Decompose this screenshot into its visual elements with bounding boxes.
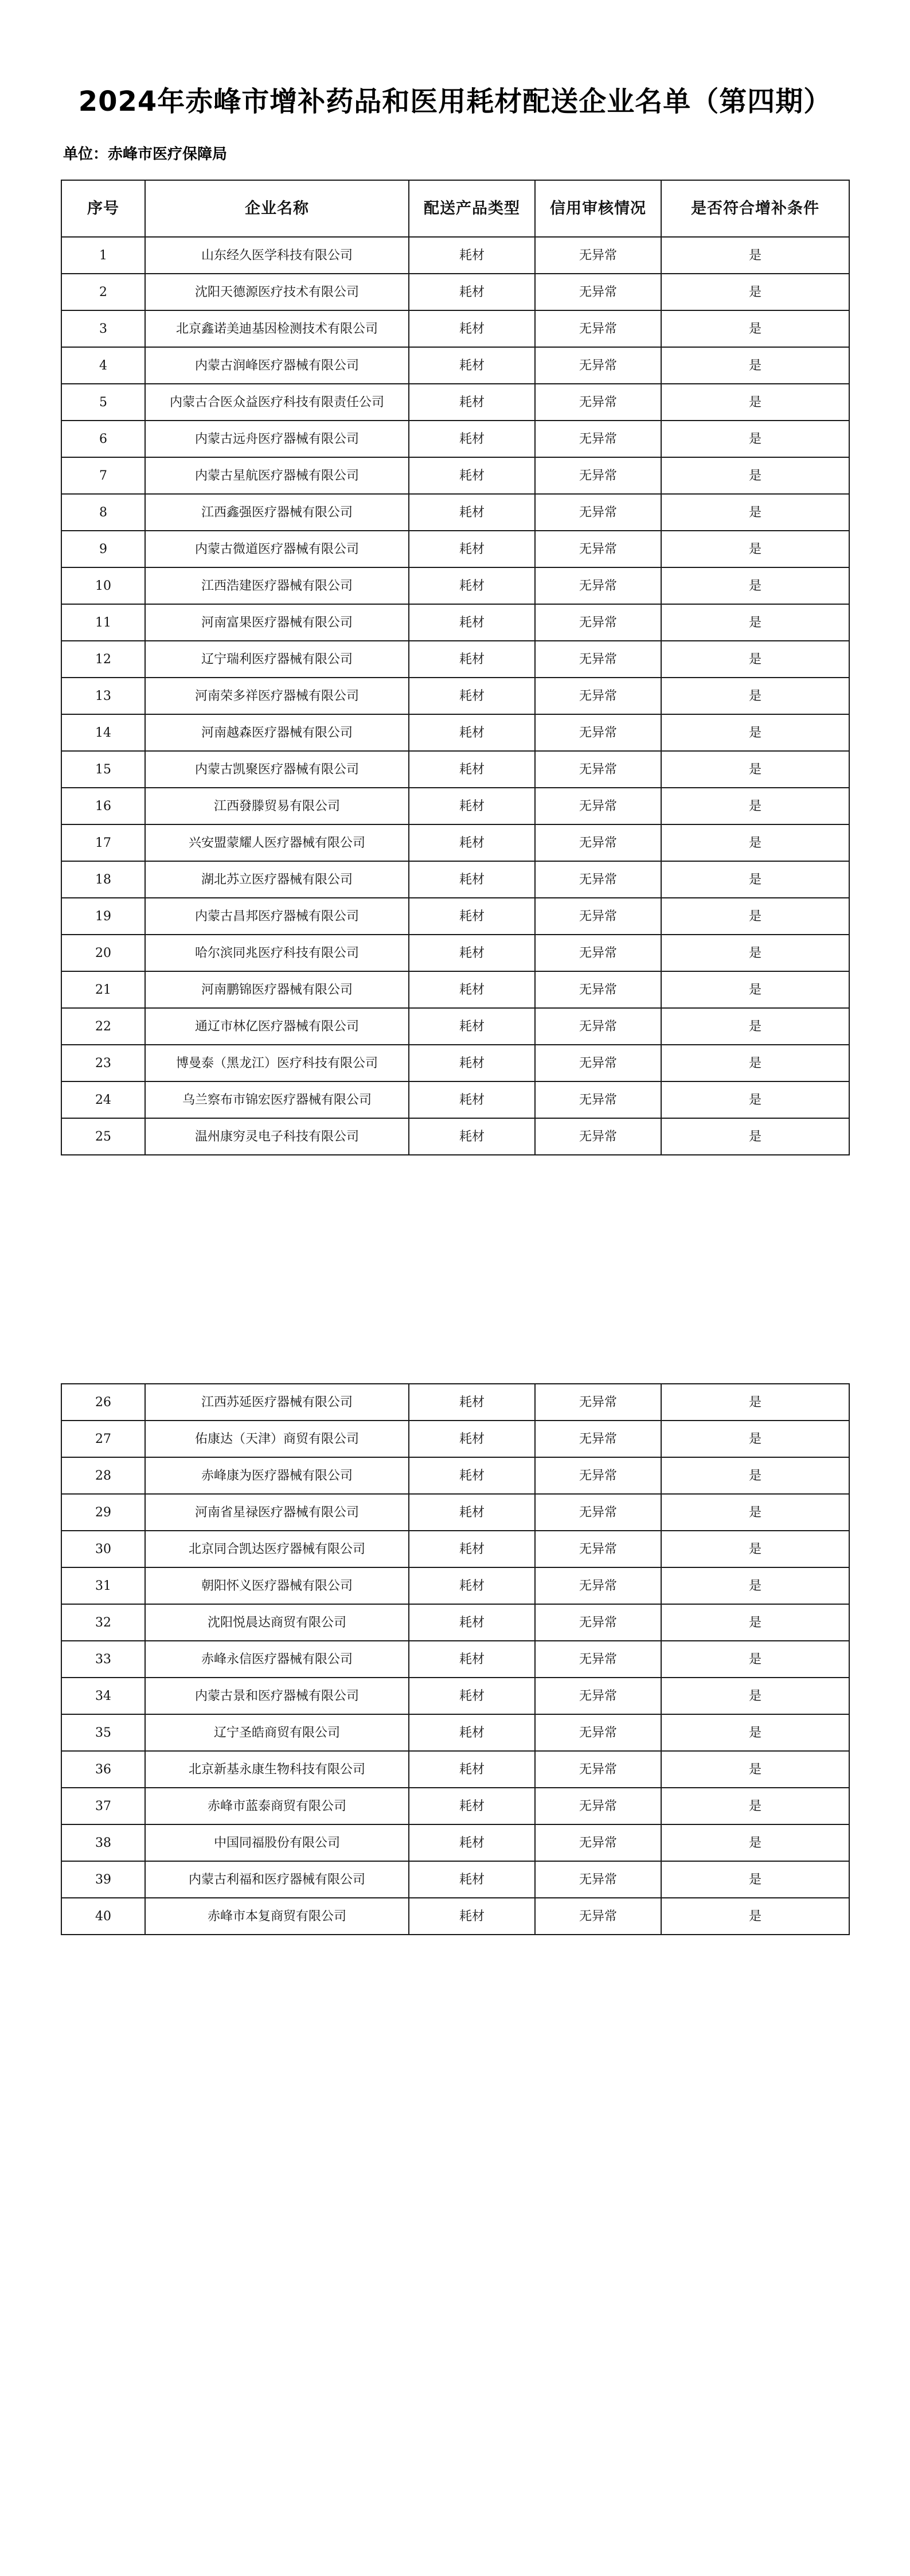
cell-product-type: 耗材 [409, 310, 535, 347]
cell-number: 21 [61, 971, 145, 1008]
cell-number: 5 [61, 384, 145, 421]
cell-eligibility: 是 [661, 1118, 849, 1155]
cell-eligibility: 是 [661, 678, 849, 714]
cell-company-name: 河南富果医疗器械有限公司 [145, 604, 409, 641]
cell-credit-review: 无异常 [535, 1008, 661, 1045]
cell-product-type: 耗材 [409, 1641, 535, 1678]
cell-product-type: 耗材 [409, 1567, 535, 1604]
cell-company-name: 佑康达（天津）商贸有限公司 [145, 1421, 409, 1457]
cell-credit-review: 无异常 [535, 1678, 661, 1714]
cell-product-type: 耗材 [409, 935, 535, 971]
cell-company-name: 江西鑫强医疗器械有限公司 [145, 494, 409, 531]
cell-company-name: 哈尔滨同兆医疗科技有限公司 [145, 935, 409, 971]
cell-company-name: 河南省星禄医疗器械有限公司 [145, 1494, 409, 1531]
cell-product-type: 耗材 [409, 457, 535, 494]
cell-product-type: 耗材 [409, 1604, 535, 1641]
cell-company-name: 赤峰永信医疗器械有限公司 [145, 1641, 409, 1678]
table-row [61, 604, 849, 641]
cell-eligibility: 是 [661, 1751, 849, 1788]
cell-credit-review: 无异常 [535, 935, 661, 971]
cell-company-name: 江西發滕贸易有限公司 [145, 788, 409, 824]
cell-eligibility: 是 [661, 1641, 849, 1678]
cell-number: 27 [61, 1421, 145, 1457]
cell-product-type: 耗材 [409, 1788, 535, 1824]
cell-product-type: 耗材 [409, 1494, 535, 1531]
cell-number: 11 [61, 604, 145, 641]
cell-credit-review: 无异常 [535, 1045, 661, 1081]
cell-number: 26 [61, 1384, 145, 1421]
table-row [61, 861, 849, 898]
cell-company-name: 朝阳怀义医疗器械有限公司 [145, 1567, 409, 1604]
cell-number: 6 [61, 421, 145, 457]
cell-company-name: 温州康穷灵电子科技有限公司 [145, 1118, 409, 1155]
cell-eligibility: 是 [661, 531, 849, 567]
cell-product-type: 耗材 [409, 1714, 535, 1751]
cell-credit-review: 无异常 [535, 1751, 661, 1788]
cell-number: 8 [61, 494, 145, 531]
column-header-eligibility: 是否符合增补条件 [661, 180, 849, 237]
cell-eligibility: 是 [661, 788, 849, 824]
table-row [61, 788, 849, 824]
table-row [61, 1714, 849, 1751]
column-header-company-name: 企业名称 [145, 180, 409, 237]
cell-product-type: 耗材 [409, 567, 535, 604]
cell-credit-review: 无异常 [535, 421, 661, 457]
cell-product-type: 耗材 [409, 1898, 535, 1935]
cell-product-type: 耗材 [409, 347, 535, 384]
cell-company-name: 内蒙古凯聚医疗器械有限公司 [145, 751, 409, 788]
cell-number: 31 [61, 1567, 145, 1604]
cell-eligibility: 是 [661, 1494, 849, 1531]
cell-product-type: 耗材 [409, 861, 535, 898]
cell-number: 9 [61, 531, 145, 567]
cell-eligibility: 是 [661, 274, 849, 310]
table-row [61, 1081, 849, 1118]
cell-eligibility: 是 [661, 751, 849, 788]
cell-credit-review: 无异常 [535, 1421, 661, 1457]
table-row [61, 971, 849, 1008]
table-row [61, 1678, 849, 1714]
cell-eligibility: 是 [661, 1567, 849, 1604]
cell-company-name: 辽宁瑞利医疗器械有限公司 [145, 641, 409, 678]
cell-credit-review: 无异常 [535, 1898, 661, 1935]
cell-product-type: 耗材 [409, 1008, 535, 1045]
cell-eligibility: 是 [661, 237, 849, 274]
cell-product-type: 耗材 [409, 531, 535, 567]
table-row [61, 1421, 849, 1457]
cell-credit-review: 无异常 [535, 567, 661, 604]
cell-product-type: 耗材 [409, 1824, 535, 1861]
cell-company-name: 北京同合凯达医疗器械有限公司 [145, 1531, 409, 1567]
cell-company-name: 辽宁圣皓商贸有限公司 [145, 1714, 409, 1751]
cell-eligibility: 是 [661, 824, 849, 861]
cell-number: 34 [61, 1678, 145, 1714]
cell-company-name: 中国同福股份有限公司 [145, 1824, 409, 1861]
table-row [61, 1457, 849, 1494]
table-row [61, 237, 849, 274]
cell-number: 36 [61, 1751, 145, 1788]
cell-credit-review: 无异常 [535, 1861, 661, 1898]
table-row [61, 384, 849, 421]
cell-eligibility: 是 [661, 861, 849, 898]
cell-eligibility: 是 [661, 347, 849, 384]
cell-product-type: 耗材 [409, 237, 535, 274]
cell-credit-review: 无异常 [535, 1494, 661, 1531]
table-row [61, 824, 849, 861]
table-row [61, 1861, 849, 1898]
cell-number: 12 [61, 641, 145, 678]
cell-credit-review: 无异常 [535, 1457, 661, 1494]
cell-credit-review: 无异常 [535, 898, 661, 935]
cell-number: 14 [61, 714, 145, 751]
cell-eligibility: 是 [661, 898, 849, 935]
cell-eligibility: 是 [661, 1604, 849, 1641]
cell-number: 29 [61, 1494, 145, 1531]
cell-credit-review: 无异常 [535, 714, 661, 751]
cell-product-type: 耗材 [409, 384, 535, 421]
table-row [61, 935, 849, 971]
table-row [61, 1008, 849, 1045]
cell-company-name: 湖北苏立医疗器械有限公司 [145, 861, 409, 898]
cell-eligibility: 是 [661, 1421, 849, 1457]
cell-number: 1 [61, 237, 145, 274]
cell-company-name: 内蒙古合医众益医疗科技有限责任公司 [145, 384, 409, 421]
cell-company-name: 内蒙古景和医疗器械有限公司 [145, 1678, 409, 1714]
table-row [61, 494, 849, 531]
cell-company-name: 赤峰市本复商贸有限公司 [145, 1898, 409, 1935]
table-row [61, 421, 849, 457]
cell-credit-review: 无异常 [535, 751, 661, 788]
cell-company-name: 北京新基永康生物科技有限公司 [145, 1751, 409, 1788]
table-row [61, 1384, 849, 1421]
cell-credit-review: 无异常 [535, 1118, 661, 1155]
cell-company-name: 内蒙古昌邦医疗器械有限公司 [145, 898, 409, 935]
cell-credit-review: 无异常 [535, 237, 661, 274]
table-row [61, 1824, 849, 1861]
cell-eligibility: 是 [661, 1861, 849, 1898]
cell-credit-review: 无异常 [535, 384, 661, 421]
cell-eligibility: 是 [661, 384, 849, 421]
cell-eligibility: 是 [661, 567, 849, 604]
cell-eligibility: 是 [661, 971, 849, 1008]
table-row [61, 1641, 849, 1678]
cell-product-type: 耗材 [409, 494, 535, 531]
cell-company-name: 江西浩建医疗器械有限公司 [145, 567, 409, 604]
column-header-credit-review: 信用审核情况 [535, 180, 661, 237]
cell-product-type: 耗材 [409, 1678, 535, 1714]
cell-number: 32 [61, 1604, 145, 1641]
cell-product-type: 耗材 [409, 1081, 535, 1118]
company-table-part-2 [61, 1383, 850, 1935]
cell-credit-review: 无异常 [535, 531, 661, 567]
table-row [61, 1045, 849, 1081]
cell-number: 17 [61, 824, 145, 861]
cell-credit-review: 无异常 [535, 1384, 661, 1421]
cell-company-name: 河南越森医疗器械有限公司 [145, 714, 409, 751]
cell-company-name: 内蒙古远舟医疗器械有限公司 [145, 421, 409, 457]
cell-eligibility: 是 [661, 935, 849, 971]
cell-credit-review: 无异常 [535, 641, 661, 678]
table-row [61, 641, 849, 678]
cell-credit-review: 无异常 [535, 604, 661, 641]
cell-eligibility: 是 [661, 1008, 849, 1045]
cell-number: 3 [61, 310, 145, 347]
cell-credit-review: 无异常 [535, 310, 661, 347]
cell-company-name: 乌兰察布市锦宏医疗器械有限公司 [145, 1081, 409, 1118]
cell-product-type: 耗材 [409, 788, 535, 824]
table-row [61, 274, 849, 310]
cell-credit-review: 无异常 [535, 274, 661, 310]
table-body-part-1 [61, 237, 849, 1155]
cell-company-name: 通辽市林亿医疗器械有限公司 [145, 1008, 409, 1045]
cell-product-type: 耗材 [409, 1384, 535, 1421]
cell-credit-review: 无异常 [535, 1641, 661, 1678]
page-title: 2024年赤峰市增补药品和医用耗材配送企业名单（第四期） [78, 85, 832, 118]
cell-eligibility: 是 [661, 1384, 849, 1421]
cell-company-name: 赤峰康为医疗器械有限公司 [145, 1457, 409, 1494]
cell-eligibility: 是 [661, 1714, 849, 1751]
table-row [61, 678, 849, 714]
cell-eligibility: 是 [661, 1457, 849, 1494]
cell-product-type: 耗材 [409, 824, 535, 861]
cell-eligibility: 是 [661, 457, 849, 494]
cell-eligibility: 是 [661, 604, 849, 641]
cell-eligibility: 是 [661, 641, 849, 678]
table-row [61, 347, 849, 384]
table-row [61, 1788, 849, 1824]
cell-number: 25 [61, 1118, 145, 1155]
cell-company-name: 沈阳天德源医疗技术有限公司 [145, 274, 409, 310]
cell-eligibility: 是 [661, 1531, 849, 1567]
cell-credit-review: 无异常 [535, 1567, 661, 1604]
cell-number: 2 [61, 274, 145, 310]
cell-product-type: 耗材 [409, 421, 535, 457]
cell-company-name: 山东经久医学科技有限公司 [145, 237, 409, 274]
column-header-number: 序号 [61, 180, 145, 237]
cell-credit-review: 无异常 [535, 347, 661, 384]
table-row [61, 1494, 849, 1531]
cell-number: 28 [61, 1457, 145, 1494]
table-row [61, 1604, 849, 1641]
cell-credit-review: 无异常 [535, 1788, 661, 1824]
cell-product-type: 耗材 [409, 1457, 535, 1494]
cell-company-name: 河南鹏锦医疗器械有限公司 [145, 971, 409, 1008]
cell-product-type: 耗材 [409, 971, 535, 1008]
table-row [61, 898, 849, 935]
cell-number: 19 [61, 898, 145, 935]
cell-company-name: 兴安盟蒙耀人医疗器械有限公司 [145, 824, 409, 861]
cell-number: 15 [61, 751, 145, 788]
cell-credit-review: 无异常 [535, 1531, 661, 1567]
cell-number: 4 [61, 347, 145, 384]
table-row [61, 1567, 849, 1604]
cell-number: 30 [61, 1531, 145, 1567]
cell-credit-review: 无异常 [535, 861, 661, 898]
cell-credit-review: 无异常 [535, 824, 661, 861]
issuing-unit: 单位：赤峰市医疗保障局 [63, 146, 228, 163]
cell-credit-review: 无异常 [535, 494, 661, 531]
cell-credit-review: 无异常 [535, 971, 661, 1008]
table-row [61, 751, 849, 788]
cell-credit-review: 无异常 [535, 457, 661, 494]
cell-number: 23 [61, 1045, 145, 1081]
table-row [61, 1751, 849, 1788]
cell-credit-review: 无异常 [535, 1604, 661, 1641]
cell-number: 16 [61, 788, 145, 824]
company-table-part-1 [61, 180, 850, 1155]
cell-product-type: 耗材 [409, 1421, 535, 1457]
cell-number: 40 [61, 1898, 145, 1935]
cell-number: 7 [61, 457, 145, 494]
cell-company-name: 内蒙古润峰医疗器械有限公司 [145, 347, 409, 384]
cell-product-type: 耗材 [409, 678, 535, 714]
cell-eligibility: 是 [661, 1045, 849, 1081]
table-row [61, 567, 849, 604]
table-row [61, 310, 849, 347]
cell-number: 10 [61, 567, 145, 604]
cell-credit-review: 无异常 [535, 678, 661, 714]
cell-number: 20 [61, 935, 145, 971]
cell-company-name: 内蒙古微道医疗器械有限公司 [145, 531, 409, 567]
cell-eligibility: 是 [661, 1788, 849, 1824]
cell-company-name: 江西苏延医疗器械有限公司 [145, 1384, 409, 1421]
cell-product-type: 耗材 [409, 1751, 535, 1788]
cell-product-type: 耗材 [409, 898, 535, 935]
cell-company-name: 河南荣多祥医疗器械有限公司 [145, 678, 409, 714]
cell-number: 13 [61, 678, 145, 714]
table-row [61, 1118, 849, 1155]
cell-credit-review: 无异常 [535, 788, 661, 824]
cell-company-name: 内蒙古利福和医疗器械有限公司 [145, 1861, 409, 1898]
cell-eligibility: 是 [661, 1678, 849, 1714]
cell-product-type: 耗材 [409, 604, 535, 641]
cell-product-type: 耗材 [409, 751, 535, 788]
cell-credit-review: 无异常 [535, 1824, 661, 1861]
cell-company-name: 赤峰市蓝泰商贸有限公司 [145, 1788, 409, 1824]
cell-number: 38 [61, 1824, 145, 1861]
cell-credit-review: 无异常 [535, 1081, 661, 1118]
cell-product-type: 耗材 [409, 714, 535, 751]
table-row [61, 1898, 849, 1935]
cell-number: 39 [61, 1861, 145, 1898]
cell-eligibility: 是 [661, 494, 849, 531]
cell-eligibility: 是 [661, 1081, 849, 1118]
cell-number: 22 [61, 1008, 145, 1045]
cell-product-type: 耗材 [409, 1118, 535, 1155]
cell-product-type: 耗材 [409, 274, 535, 310]
table-row [61, 457, 849, 494]
cell-number: 24 [61, 1081, 145, 1118]
cell-product-type: 耗材 [409, 641, 535, 678]
cell-number: 35 [61, 1714, 145, 1751]
cell-number: 18 [61, 861, 145, 898]
cell-credit-review: 无异常 [535, 1714, 661, 1751]
cell-company-name: 博曼泰（黑龙江）医疗科技有限公司 [145, 1045, 409, 1081]
cell-eligibility: 是 [661, 1898, 849, 1935]
cell-eligibility: 是 [661, 714, 849, 751]
table-row [61, 714, 849, 751]
cell-product-type: 耗材 [409, 1531, 535, 1567]
table-header-row [61, 180, 849, 237]
column-header-product-type: 配送产品类型 [409, 180, 535, 237]
cell-eligibility: 是 [661, 310, 849, 347]
cell-product-type: 耗材 [409, 1861, 535, 1898]
cell-product-type: 耗材 [409, 1045, 535, 1081]
cell-eligibility: 是 [661, 421, 849, 457]
cell-eligibility: 是 [661, 1824, 849, 1861]
cell-company-name: 沈阳悦晨达商贸有限公司 [145, 1604, 409, 1641]
cell-number: 37 [61, 1788, 145, 1824]
cell-company-name: 内蒙古星航医疗器械有限公司 [145, 457, 409, 494]
table-row [61, 1531, 849, 1567]
table-row [61, 531, 849, 567]
cell-number: 33 [61, 1641, 145, 1678]
table-body-part-2 [61, 1384, 849, 1935]
cell-company-name: 北京鑫诺美迪基因检测技术有限公司 [145, 310, 409, 347]
